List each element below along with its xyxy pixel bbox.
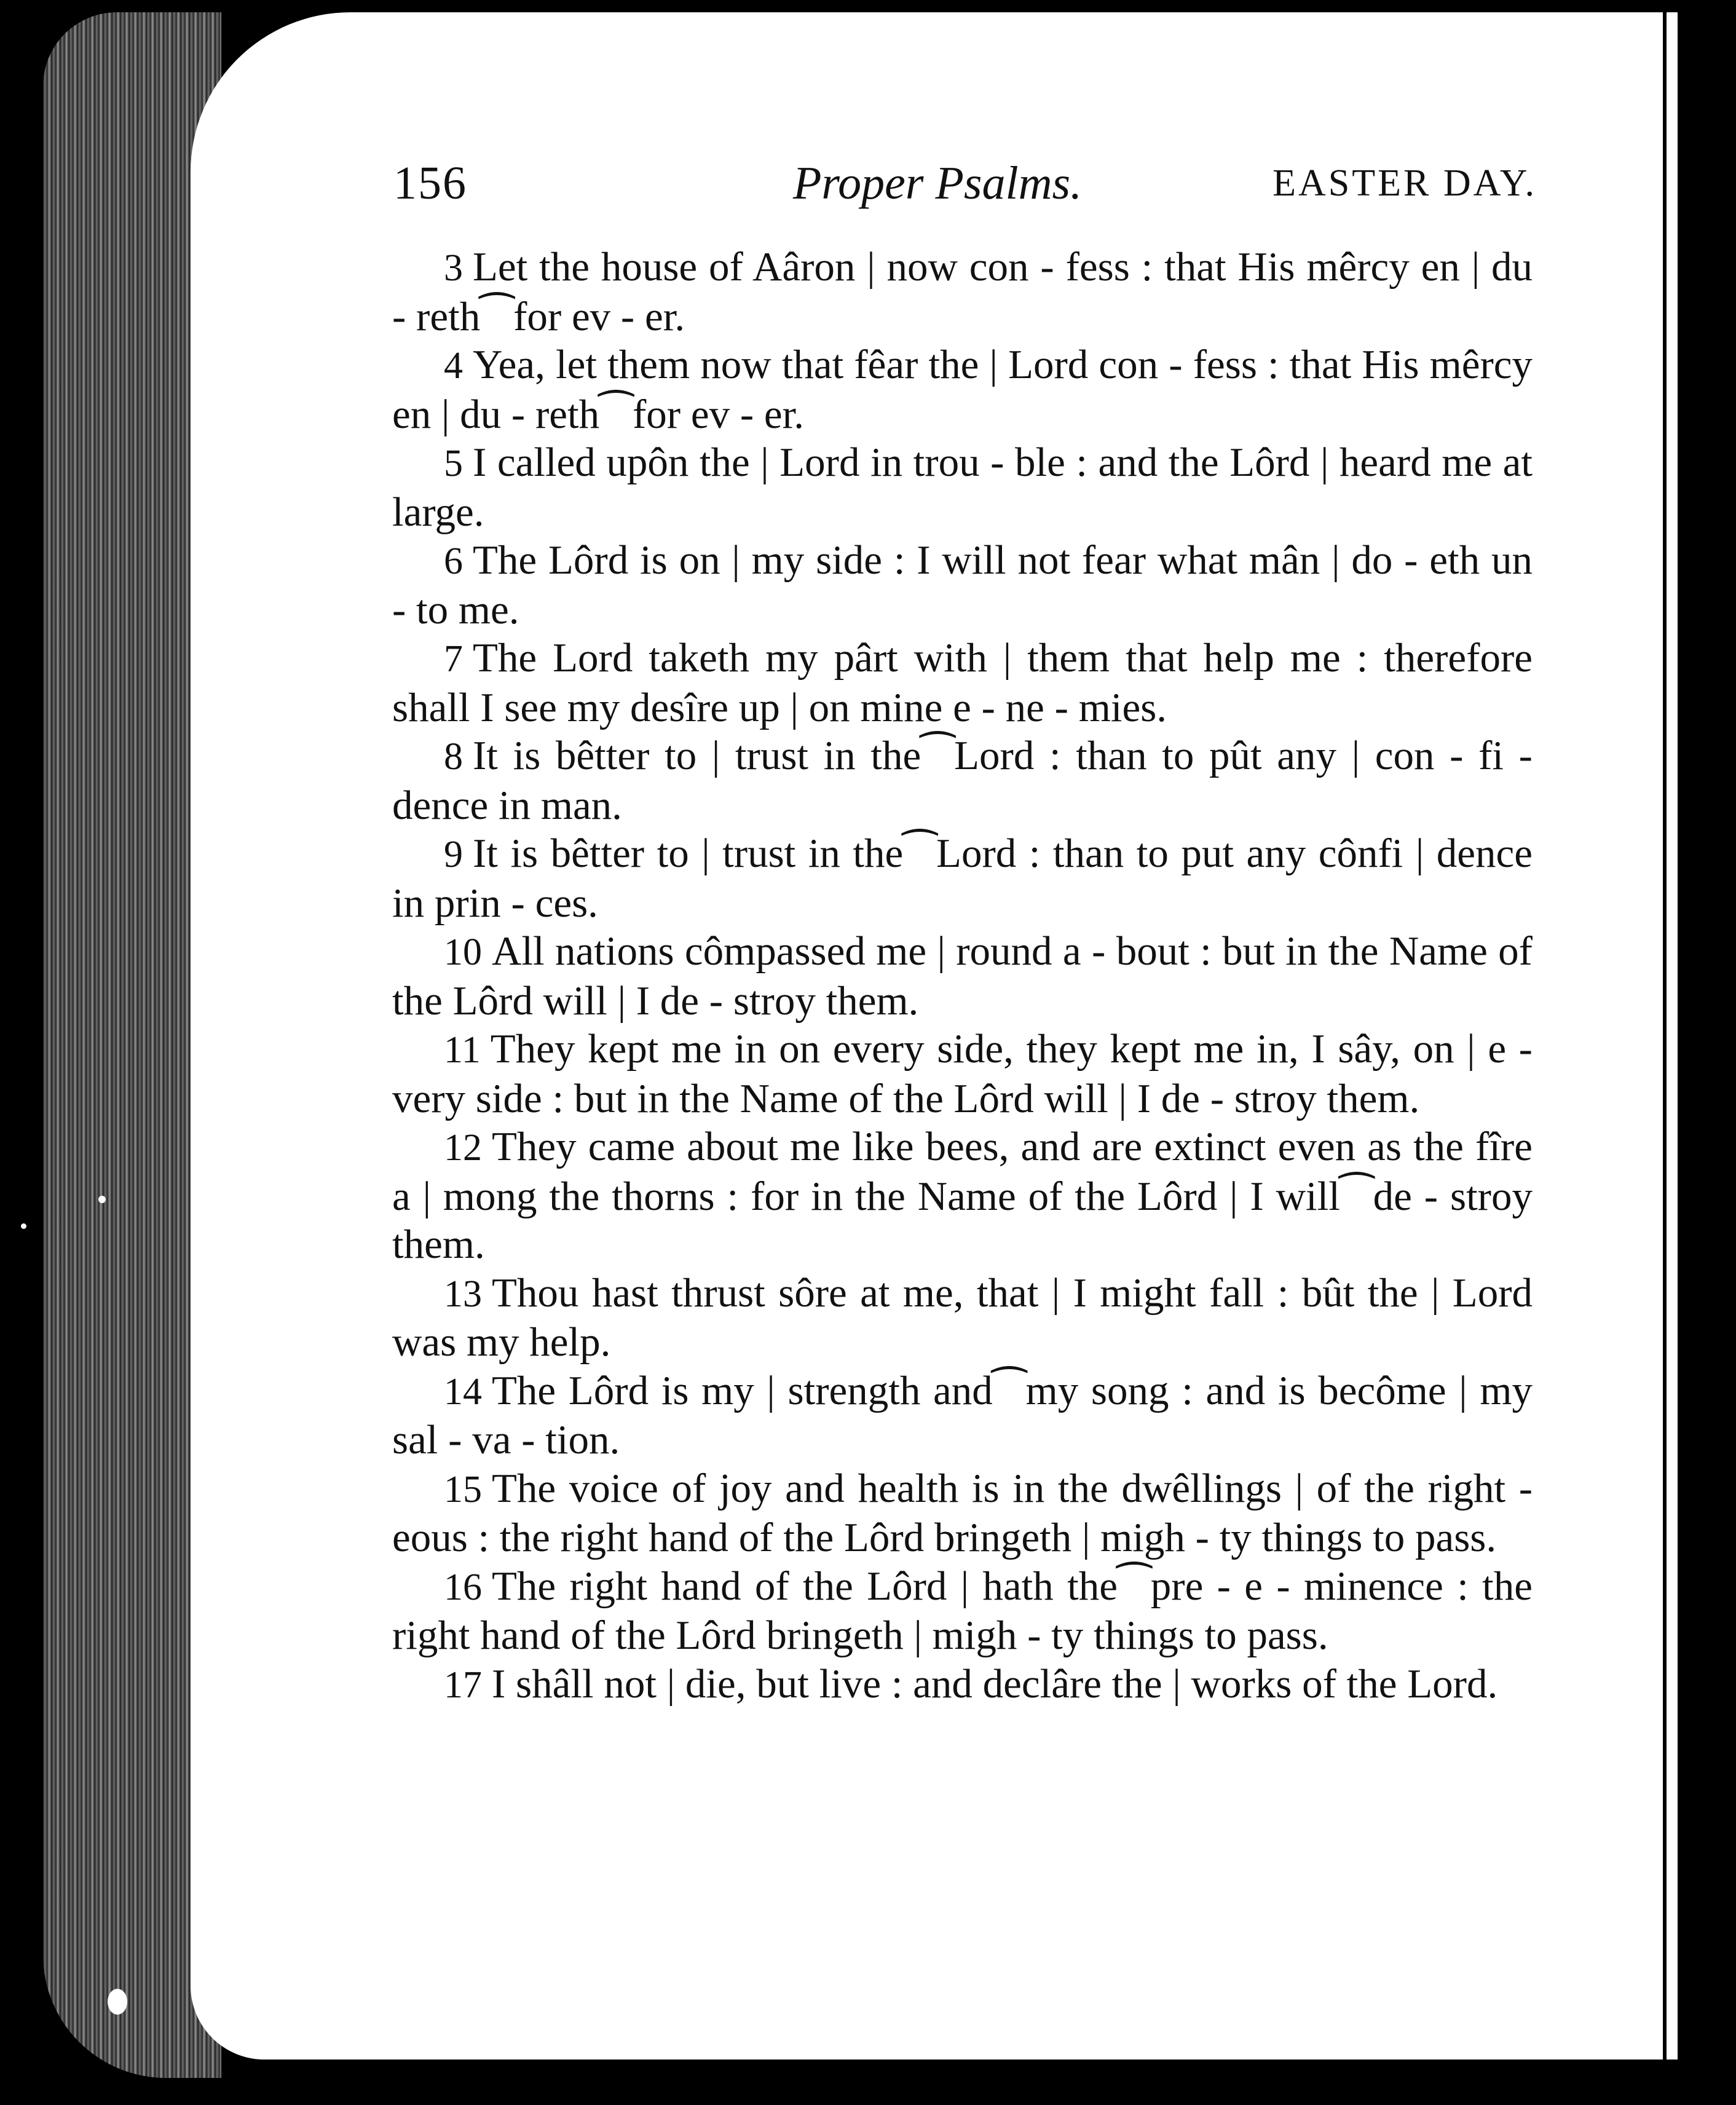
verse-text: It is bêtter to | trust in the⁀Lord : than to pût any | con - fi - dence in man. <box>392 733 1533 828</box>
verse-text: The Lôrd is on | my side : I will not fear what mân | do - eth un - to me. <box>392 537 1533 633</box>
verse-14 <box>392 1367 1533 1464</box>
verse-number: 12 <box>444 1127 482 1169</box>
verse-8 <box>392 732 1533 829</box>
dust-speck <box>108 1989 127 2015</box>
verse-number: 13 <box>444 1273 482 1315</box>
verse-6 <box>392 536 1533 634</box>
verse-13 <box>392 1269 1533 1367</box>
psalm-text <box>392 243 1533 1709</box>
verse-number: 15 <box>444 1468 482 1511</box>
verse-number: 14 <box>444 1370 482 1413</box>
verse-number: 16 <box>444 1566 482 1608</box>
page-number: 156 <box>393 157 467 209</box>
verse-text: It is bêtter to | trust in the⁀Lord : than to put any cônfi | dence in prin - ces. <box>392 831 1533 926</box>
verse-16 <box>392 1562 1533 1660</box>
verse-text: The right hand of the Lôrd | hath the⁀pre - e - minence : the right hand of the Lôrd bringeth | migh - ty things to pass. <box>392 1563 1533 1658</box>
verse-3 <box>392 243 1533 341</box>
verse-text: They came about me like bees, and are extinct even as the fîre a | mong the thorns : for in the Name of the Lôrd | I will⁀de - stroy them. <box>392 1124 1533 1267</box>
verse-text: The Lord taketh my pârt with | them that help me : therefore shall I see my desîre up | on mine e - ne - mies. <box>392 635 1533 730</box>
verse-4 <box>392 341 1533 438</box>
page-header <box>393 157 1537 224</box>
verse-number: 4 <box>444 345 463 387</box>
verse-text: Let the house of Aâron | now con - fess : that His mêrcy en | du - reth⁀for ev - er. <box>392 244 1533 339</box>
verse-12 <box>392 1123 1533 1269</box>
verse-text: They kept me in on every side, they kept me in, I sây, on | e - very side : but in the Name of the Lôrd will | I de - stroy them. <box>392 1026 1533 1121</box>
verse-number: 7 <box>444 638 463 680</box>
verse-text: I shâll not | die, but live : and declâre the | works of the Lord. <box>492 1661 1498 1707</box>
verse-text: Thou hast thrust sôre at me, that | I might fall : bût the | Lord was my help. <box>392 1270 1533 1365</box>
verse-number: 17 <box>444 1664 482 1706</box>
verse-number: 11 <box>444 1029 481 1071</box>
verse-9 <box>392 829 1533 927</box>
verse-text: The voice of joy and health is in the dwêllings | of the right - eous : the right hand of the Lôrd bringeth | migh - ty things to pass. <box>392 1465 1533 1560</box>
verse-text: I called upôn the | Lord in trou - ble : and the Lôrd | heard me at large. <box>392 440 1533 535</box>
verse-number: 5 <box>444 443 463 484</box>
dust-speck <box>21 1223 26 1229</box>
verse-number: 9 <box>444 834 463 875</box>
verse-15 <box>392 1464 1533 1562</box>
verse-7 <box>392 634 1533 732</box>
verse-text: Yea, let them now that fêar the | Lord con - fess : that His mêrcy en | du - reth⁀for ev - er. <box>392 342 1533 437</box>
verse-11 <box>392 1025 1533 1123</box>
verse-17 <box>392 1660 1533 1710</box>
verse-5 <box>392 438 1533 536</box>
verse-text: All nations cômpassed me | round a - bout : but in the Name of the Lôrd will | I de - stroy them. <box>392 928 1533 1024</box>
section-title: EASTER DAY. <box>1272 162 1537 204</box>
verse-text: The Lôrd is my | strength and⁀my song : and is becôme | my sal - va - tion. <box>392 1367 1533 1463</box>
verse-10 <box>392 927 1533 1025</box>
verse-number: 6 <box>444 540 463 582</box>
verse-number: 3 <box>444 247 463 289</box>
dust-speck <box>98 1196 106 1203</box>
verse-number: 8 <box>444 736 463 778</box>
verse-number: 10 <box>444 931 482 973</box>
running-title: Proper Psalms. <box>793 157 1083 209</box>
facing-page-edge <box>1663 12 1681 2060</box>
